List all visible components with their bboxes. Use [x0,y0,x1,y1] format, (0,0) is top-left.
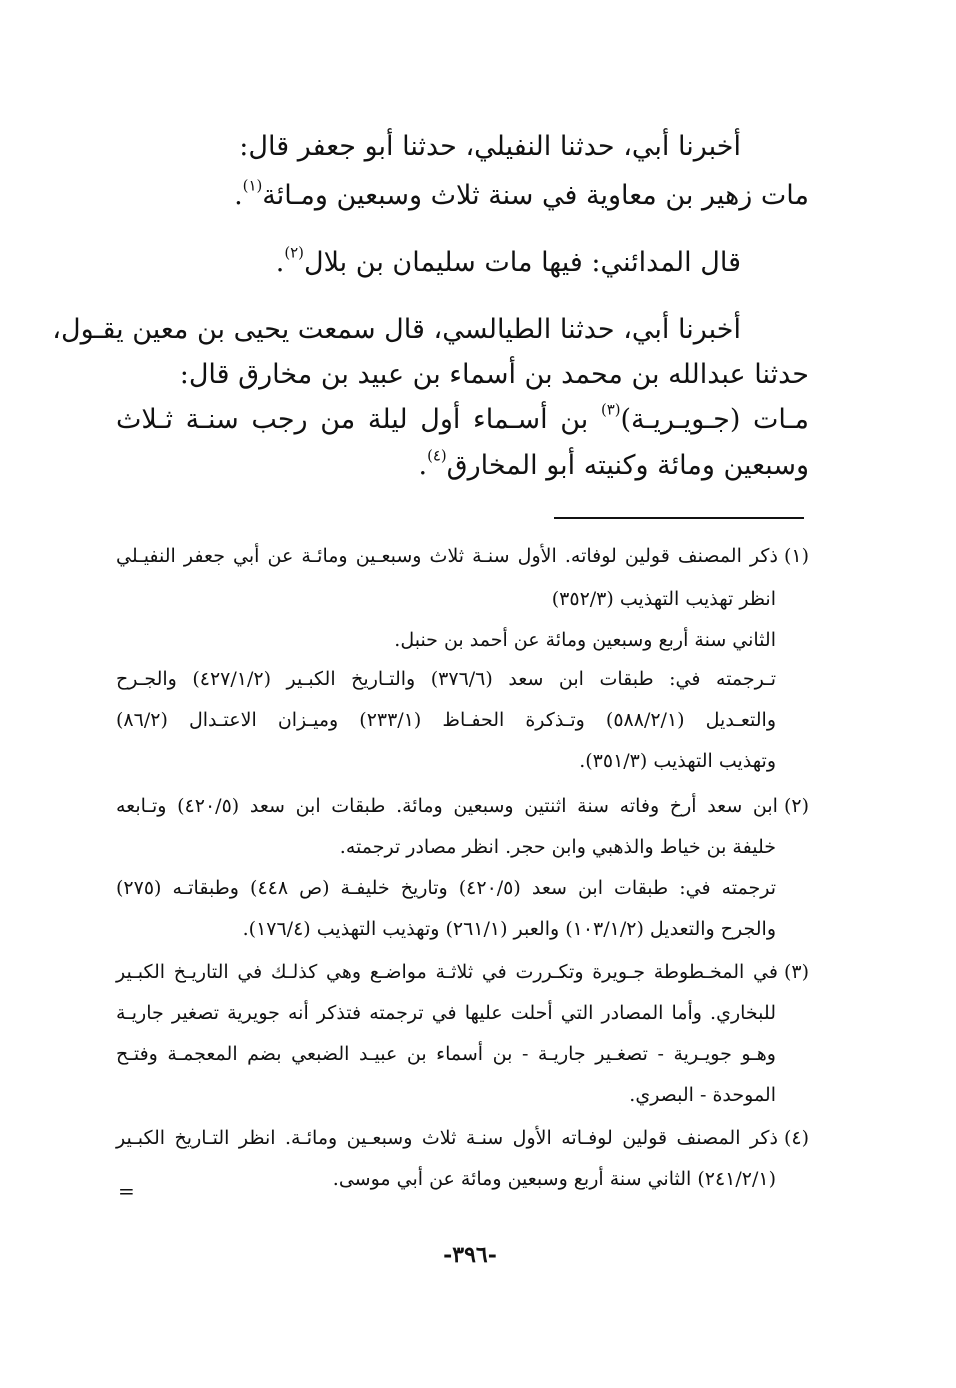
footnote-line: الثاني سنة أربع وسبعين ومائة عن أحمد بن حنبل. [394,629,776,651]
continuation-mark: = [118,1179,135,1203]
footnote-ref: (٢) [284,243,304,262]
footnote-ref: (٣) [600,400,621,419]
main-line-text: وسبعين ومائة وكنيته أبو المخارق [446,450,809,481]
main-line [116,400,809,440]
footnote-separator [554,517,804,519]
footnote-line: وهـو جويـرية - تصغـير جاريـة - بن أسماء بن عبيـد الضبعي بضم المعجمـة وفتـح [116,1043,776,1065]
main-line: حدثنا عبدالله بن محمد بن أسماء بن عبيد بن مخارق قال: [179,359,809,390]
main-line: أخبرنا أبي، حدثنا الطيالسي، قال سمعت يحيى بن معين يقـول، [52,314,741,345]
main-line-text: مـات (جـويـريـة) [620,404,809,435]
footnote-ref: (٤) [427,446,447,465]
main-line [234,176,809,216]
footnote-line: والجرح والتعديل (١٠٣/١/٢) والعبر (٢٦١/١) وتهذيب التهذيب (١٧٦/٤). [242,918,776,940]
footnote-line [116,957,809,987]
footnote-line: والتعـديل (٥٨٨/٢/١) وتـذكرة الحفـاظ (٢٣٣/١) وميـزان الاعتـدال (٨٦/٢) [116,709,777,731]
footnote-line: الموحدة - البصري. [629,1084,776,1106]
main-line: أخبرنا أبي، حدثنا النفيلي، حدثنا أبو جعفر قال: [239,131,741,162]
footnote-line: خليفة بن خياط والذهبي وابن حجر. انظر مصادر ترجمته. [339,836,776,858]
main-line-text: مات زهير بن معاوية في سنة ثلاث وسبعين ومـائة [262,180,809,211]
footnote-line: للبخاري. وأما المصادر التي أحلت عليها في ترجمته فتذكر أنه جويرية تصغير جاريـة [116,1002,776,1024]
footnote-text: ابن سعد أرخ وفاته سنة اثنتين وسبعين ومائة. طبقات ابن سعد (٤٢٠/٥) وتـابعه [116,795,778,817]
footnote-text: ذكر المصنف قولين لوفاته. الأول سنـة ثلاث وسبعـين ومائـة عن أبي جعفر النفيـلي [116,545,778,567]
footnote-ref: (١) [242,176,263,195]
footnote-text: ذكر المصنف قولين لوفـاته الأول سنـة ثلاث وسبعـين ومائـة. انظر التـاريخ الكبـير [116,1127,778,1149]
main-line [276,243,741,283]
footnote-line [116,791,809,821]
footnote-number: (٣) [783,961,809,983]
page-number: -٣٩٦- [443,1242,497,1268]
footnote-line: وتهذيب التهذيب (٣٥١/٣). [579,750,776,772]
footnote-line: انظر تهذيب التهذيب (٣٥٢/٣) [551,588,776,610]
main-line [418,446,809,486]
footnote-line: (٢٤١/٢/١) الثاني سنة أربع وسبعين ومائة عن أبي موسى. [332,1168,776,1190]
footnote-number: (٤) [783,1127,809,1149]
footnote-line: تـرجمته في: طبقات ابن سعد (٣٧٦/٦) والتـاريخ الكبـير (٤٢٧/١/٢) والجـرح [116,668,776,690]
line-end-dot: . [418,450,428,481]
main-line-text: بن أسـماء أول ليلة من رجب سنـة ثـلاث [116,404,601,435]
footnote-text: في المخـطوطة جـويرة وتكـررت في ثلاثـة مواضـع وهي كذلـك في التاريـخ الكبـير [116,961,778,983]
footnote-line [116,1123,809,1153]
footnote-number: (١) [783,545,809,567]
main-line-text: قال المدائني: فيها مات سليمان بن بلال [303,247,741,278]
footnote-line: ترجمته في: طبقات ابن سعد (٤٢٠/٥) وتاريخ خليفـة (ص ٤٤٨) وطبقاتـه (٢٧٥) [116,877,776,899]
line-end-dot: . [275,247,285,278]
line-end-dot: . [234,180,243,211]
footnote-line [116,541,809,571]
footnote-number: (٢) [783,795,810,817]
